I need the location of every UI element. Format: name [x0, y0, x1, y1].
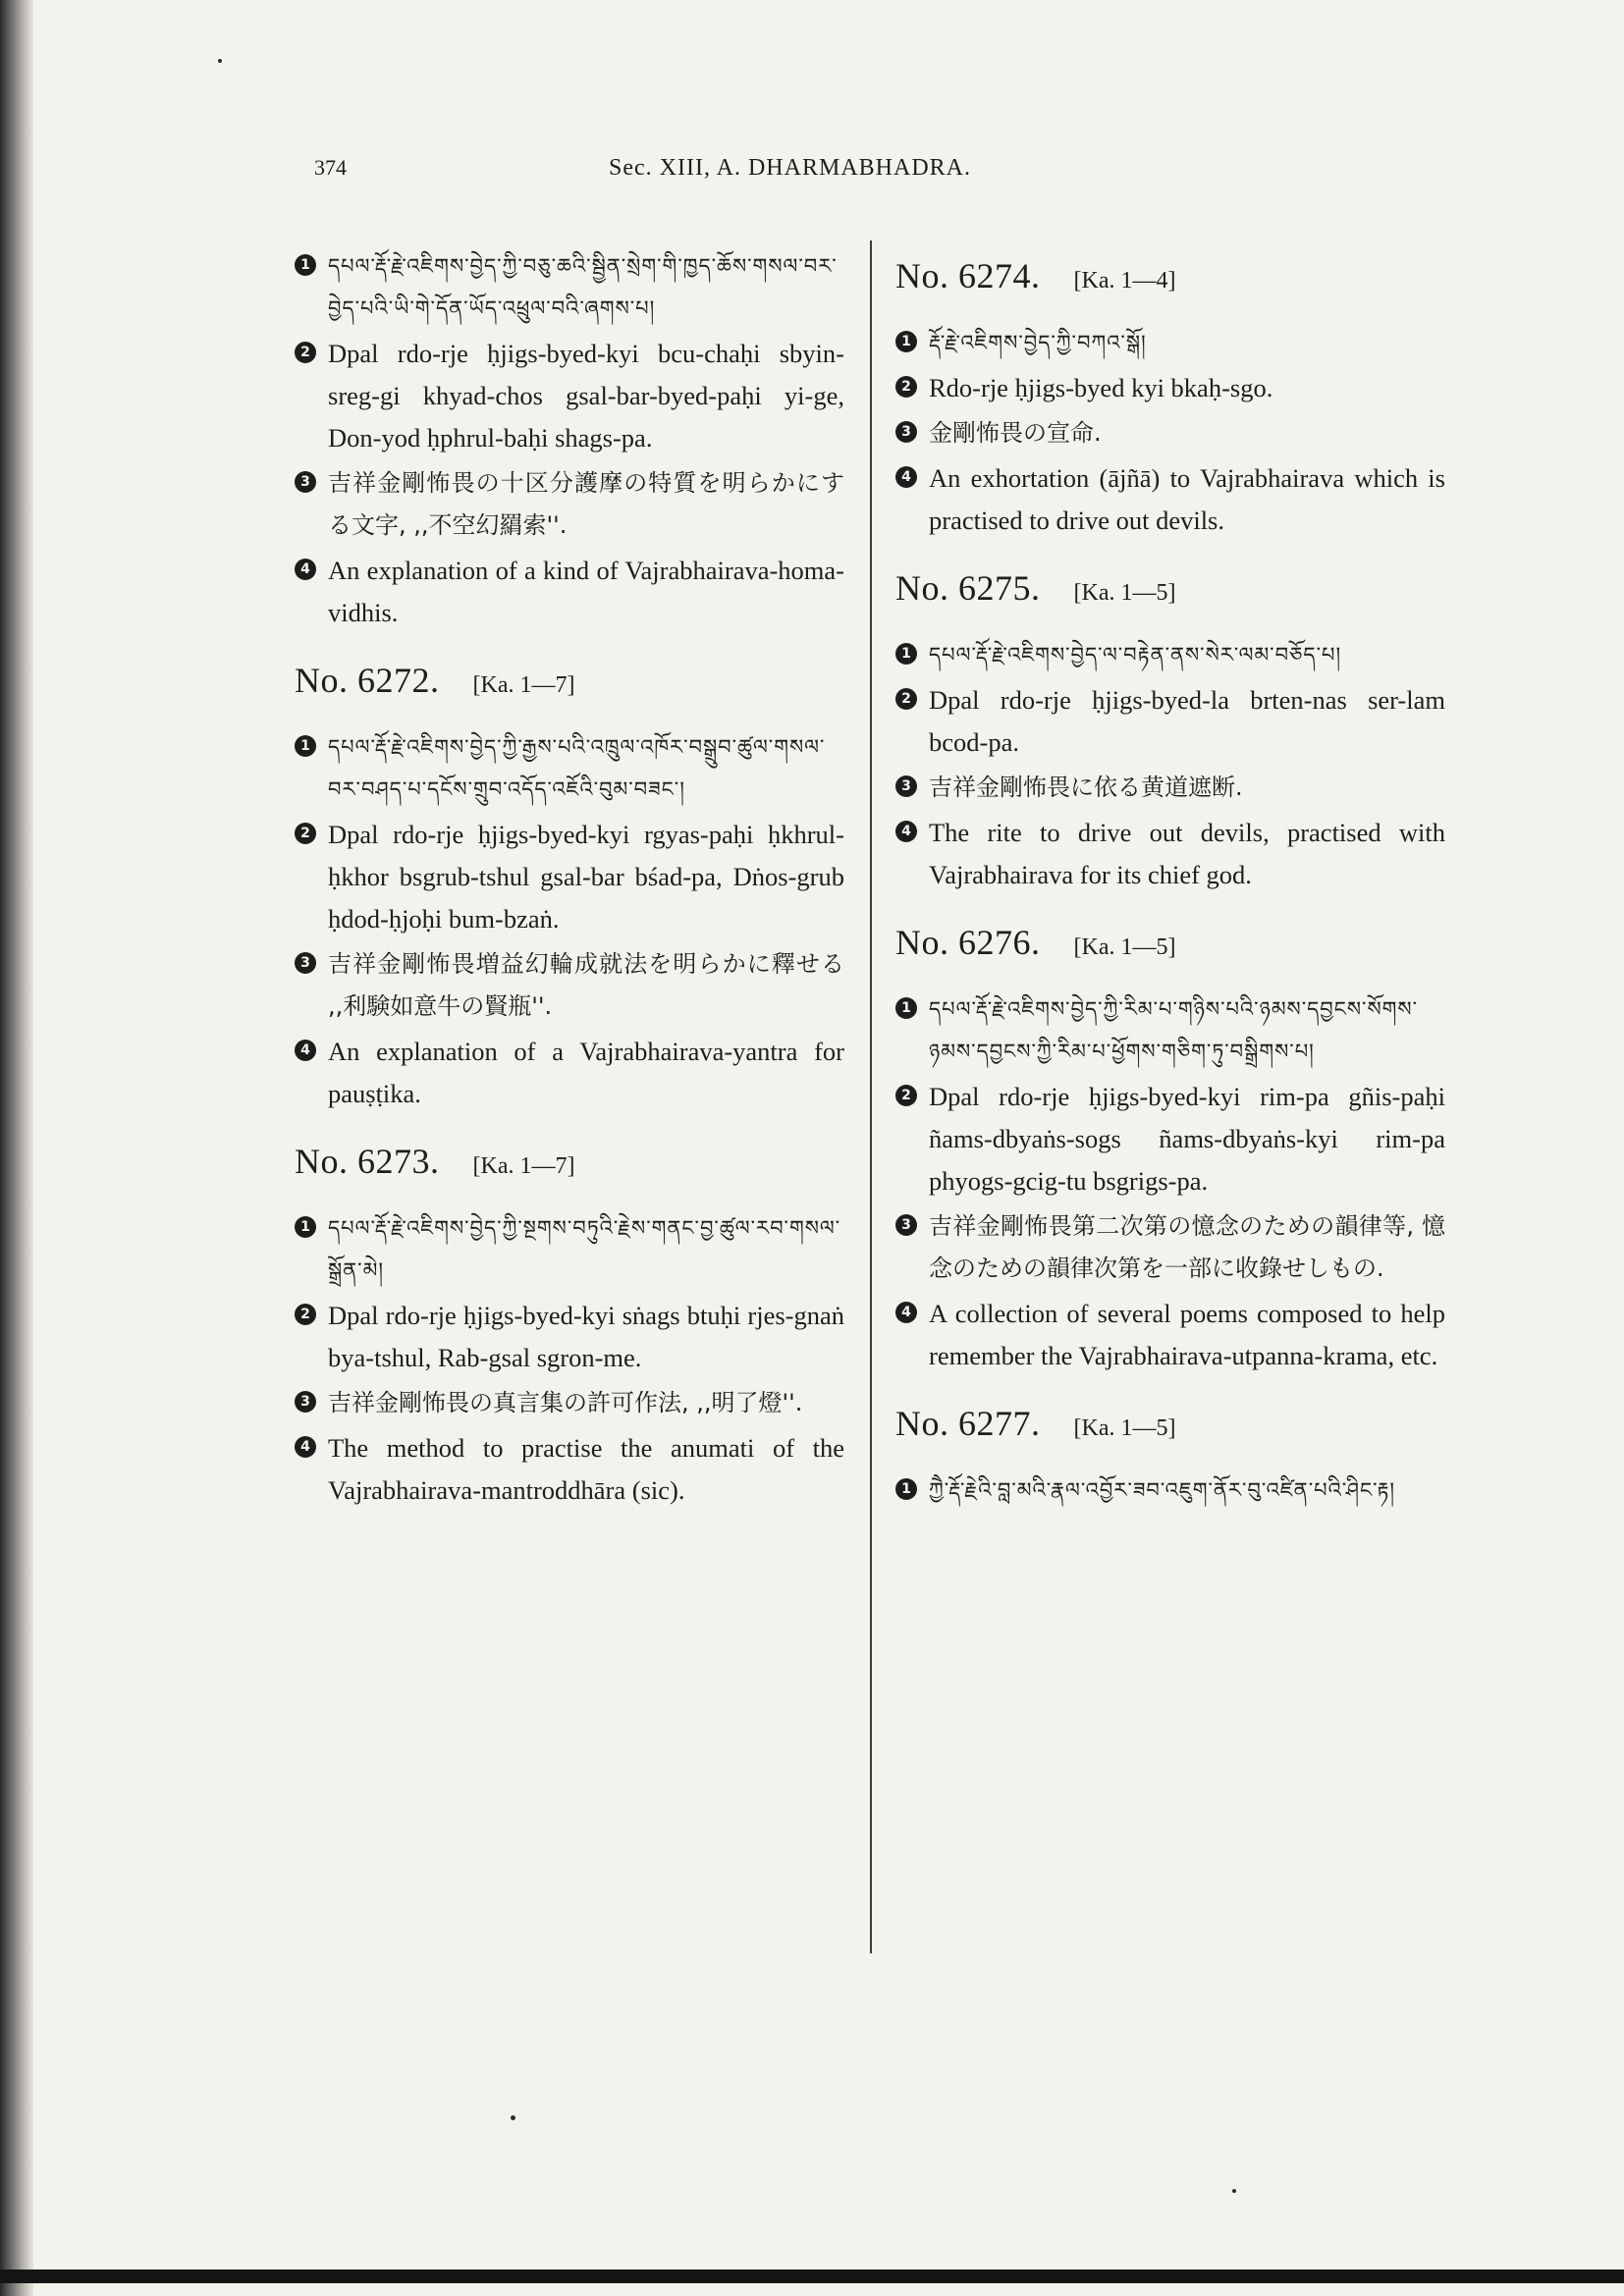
- romanized-title: Dpal rdo-rje ḥjigs-byed-kyi rgyas-paḥi ḥkhrul-ḥkhor bsgrub-tshul gsal-bar bśad-pa, Dṅos-grub ḥdod-ḥjoḥi bum-bzaṅ.: [328, 820, 844, 934]
- entry-item: [295, 462, 844, 547]
- circled-number-marker: 3: [895, 1214, 917, 1236]
- entry-number: No. 6273.: [295, 1142, 440, 1181]
- circled-number-marker: 2: [295, 823, 316, 844]
- english-description: An exhortation (ājñā) to Vajrabhairava which is practised to drive out devils.: [929, 463, 1445, 535]
- entry-item: [295, 333, 844, 459]
- tibetan-title: དཔལ་རྡོ་རྗེ་འཇིགས་བྱེད་ཀྱི་བཅུ་ཆའི་སྦྱིན་སྲེག་གི་ཁྱད་ཆོས་གསལ་བར་བྱེད་པའི་ཡི་གེ་དོན་ཡོད་འཕྲུལ་བའི་ཞགས་པ།: [328, 254, 838, 320]
- entry-item: [895, 457, 1445, 542]
- circled-number-marker: 2: [895, 1085, 917, 1106]
- catalogue-entry: [895, 1403, 1445, 1512]
- catalogue-entry: [895, 255, 1445, 542]
- right-column: [895, 245, 1445, 1537]
- entry-heading: [895, 1403, 1445, 1444]
- entry-number: No. 6272.: [295, 661, 440, 700]
- page-number: 374: [314, 155, 347, 180]
- entry-number: No. 6276.: [895, 923, 1041, 962]
- entry-number: No. 6277.: [895, 1404, 1041, 1443]
- left-column: [295, 245, 844, 1537]
- entry-heading: [295, 660, 844, 701]
- english-description: An explanation of a kind of Vajrabhairava-homa-vidhis.: [328, 556, 844, 627]
- entry-item: [895, 1205, 1445, 1290]
- tibetan-title: དཔལ་རྡོ་རྗེ་འཇིགས་བྱེད་ཀྱི་སྔགས་བཏུའི་རྗེས་གནང་བྱ་ཚུལ་རབ་གསལ་སྒྲོན་མེ།: [328, 1216, 841, 1282]
- entry-item: [895, 367, 1445, 409]
- circled-number-marker: 2: [295, 1304, 316, 1325]
- entry-heading: [895, 567, 1445, 609]
- entry-heading: [895, 922, 1445, 963]
- romanized-title: Dpal rdo-rje ḥjigs-byed-kyi bcu-chaḥi sbyin-sreg-gi khyad-chos gsal-bar-byed-paḥi yi-ge, Don-yod ḥphrul-baḥi shags-pa.: [328, 339, 844, 453]
- entry-item: [295, 1207, 844, 1292]
- circled-number-marker: 4: [295, 1436, 316, 1458]
- page-bottom-edge: [0, 2269, 1624, 2283]
- entry-item: [895, 988, 1445, 1073]
- running-head: Sec. XIII, A. DHARMABHADRA.: [609, 155, 971, 181]
- japanese-translation: 吉祥金剛怖畏増益幻輪成就法を明らかに釋せる ,,利験如意牛の賢瓶''.: [328, 950, 844, 1020]
- circled-number-marker: 1: [895, 1478, 917, 1500]
- circled-number-marker: 4: [895, 821, 917, 842]
- circled-number-marker: 3: [895, 421, 917, 443]
- entry-item: [295, 550, 844, 634]
- circled-number-marker: 4: [295, 559, 316, 580]
- japanese-translation: 金剛怖畏の宣命.: [929, 419, 1102, 447]
- catalogue-entry: [295, 245, 844, 634]
- romanized-title: Dpal rdo-rje ḥjigs-byed-kyi sṅags btuḥi rjes-gnaṅ bya-tshul, Rab-gsal sgron-me.: [328, 1301, 844, 1372]
- japanese-translation: 吉祥金剛怖畏第二次第の憶念のための韻律等, 憶念のための韻律次第を一部に收錄せしもの.: [929, 1212, 1445, 1282]
- english-description: The method to practise the anumati of the Vajrabhairava-mantroddhāra (sic).: [328, 1433, 844, 1505]
- entry-item: [895, 812, 1445, 896]
- entry-item: [895, 412, 1445, 454]
- english-description: An explanation of a Vajrabhairava-yantra for pauṣṭika.: [328, 1037, 844, 1108]
- circled-number-marker: 4: [895, 466, 917, 488]
- english-description: A collection of several poems composed to help remember the Vajrabhairava-utpanna-krama, etc.: [929, 1299, 1445, 1370]
- entry-number: No. 6274.: [895, 256, 1041, 295]
- entry-item: [895, 322, 1445, 364]
- tibetan-title: དཔལ་རྡོ་རྗེ་འཇིགས་བྱེད་ཀྱི་རྒྱས་པའི་འཁྲུལ་འཁོར་བསྒྲུབ་ཚུལ་གསལ་བར་བཤད་པ་དངོས་གྲུབ་འདོད་འཇོའི་བུམ་བཟང་།: [328, 735, 826, 801]
- entry-number: No. 6275.: [895, 568, 1041, 608]
- entry-heading: [895, 255, 1445, 296]
- circled-number-marker: 1: [295, 735, 316, 757]
- tibetan-title: དཔལ་རྡོ་རྗེ་འཇིགས་བྱེད་ལ་བརྟེན་ནས་སེར་ལམ་བཅོད་པ།: [929, 643, 1342, 667]
- speck: [1232, 2189, 1236, 2193]
- circled-number-marker: 1: [295, 1216, 316, 1238]
- catalogue-entry: [295, 1141, 844, 1512]
- entry-item: [295, 1427, 844, 1512]
- romanized-title: Rdo-rje ḥjigs-byed kyi bkaḥ-sgo.: [929, 373, 1273, 402]
- romanized-title: Dpal rdo-rje ḥjigs-byed-la brten-nas ser-lam bcod-pa.: [929, 685, 1445, 757]
- book-spine-shadow: [0, 0, 33, 2296]
- tibetan-title: དཔལ་རྡོ་རྗེ་འཇིགས་བྱེད་ཀྱི་རིམ་པ་གཉིས་པའི་ཉམས་དབྱངས་སོགས་ཉམས་དབྱངས་ཀྱི་རིམ་པ་ཕྱོགས་གཅིག་ཏུ་བསྒྲིགས་པ།: [929, 997, 1419, 1063]
- entry-item: [895, 1469, 1445, 1512]
- column-divider: [870, 240, 872, 1953]
- tibetan-title: ཀྱཻ་རྡོ་རྗེའི་བླ་མའི་རྣལ་འབྱོར་ཟབ་འཇུག་ནོར་བུ་འཛིན་པའི་ཤིང་རྟ།: [929, 1478, 1396, 1502]
- circled-number-marker: 1: [895, 331, 917, 352]
- entry-item: [895, 1076, 1445, 1202]
- catalogue-entry: [895, 567, 1445, 896]
- entry-item: [895, 767, 1445, 809]
- entry-item: [895, 634, 1445, 676]
- entry-item: [295, 245, 844, 330]
- circled-number-marker: 2: [895, 688, 917, 710]
- japanese-translation: 吉祥金剛怖畏の十区分護摩の特質を明らかにする文字, ,,不空幻羂索''.: [328, 469, 844, 539]
- english-description: The rite to drive out devils, practised with Vajrabhairava for its chief god.: [929, 818, 1445, 889]
- japanese-translation: 吉祥金剛怖畏に依る黄道遮断.: [929, 774, 1243, 801]
- circled-number-marker: 3: [295, 952, 316, 974]
- entry-reference: [Ka. 1—7]: [472, 672, 575, 698]
- circled-number-marker: 4: [295, 1040, 316, 1061]
- page-header: [314, 155, 1473, 194]
- circled-number-marker: 1: [895, 643, 917, 665]
- entry-item: [295, 1382, 844, 1424]
- entry-item: [295, 1295, 844, 1379]
- circled-number-marker: 2: [895, 376, 917, 398]
- catalogue-entry: [895, 922, 1445, 1377]
- circled-number-marker: 1: [295, 254, 316, 276]
- entry-reference: [Ka. 1—5]: [1073, 1415, 1176, 1441]
- japanese-translation: 吉祥金剛怖畏の真言集の許可作法, ,,明了燈''.: [328, 1389, 803, 1416]
- circled-number-marker: 2: [295, 342, 316, 363]
- entry-item: [295, 814, 844, 940]
- entry-reference: [Ka. 1—5]: [1073, 580, 1176, 606]
- entry-heading: [295, 1141, 844, 1182]
- entry-reference: [Ka. 1—5]: [1073, 934, 1176, 960]
- circled-number-marker: 3: [895, 775, 917, 797]
- speck: [511, 2115, 515, 2120]
- circled-number-marker: 1: [895, 997, 917, 1019]
- circled-number-marker: 3: [295, 471, 316, 493]
- circled-number-marker: 3: [295, 1391, 316, 1413]
- entry-item: [295, 943, 844, 1028]
- entry-reference: [Ka. 1—7]: [472, 1153, 575, 1179]
- circled-number-marker: 4: [895, 1302, 917, 1323]
- entry-item: [295, 1031, 844, 1115]
- catalogue-entry: [295, 660, 844, 1115]
- entry-reference: [Ka. 1—4]: [1073, 268, 1176, 294]
- tibetan-title: རྡོ་རྗེ་འཇིགས་བྱེད་ཀྱི་བཀའ་སྒོ།: [929, 331, 1147, 354]
- entry-item: [895, 679, 1445, 764]
- entry-item: [295, 726, 844, 811]
- romanized-title: Dpal rdo-rje ḥjigs-byed-kyi rim-pa gñis-paḥi ñams-dbyaṅs-sogs ñams-dbyaṅs-kyi rim-pa phyogs-gcig-tu bsgrigs-pa.: [929, 1082, 1445, 1196]
- speck: [218, 59, 222, 63]
- entry-item: [895, 1293, 1445, 1377]
